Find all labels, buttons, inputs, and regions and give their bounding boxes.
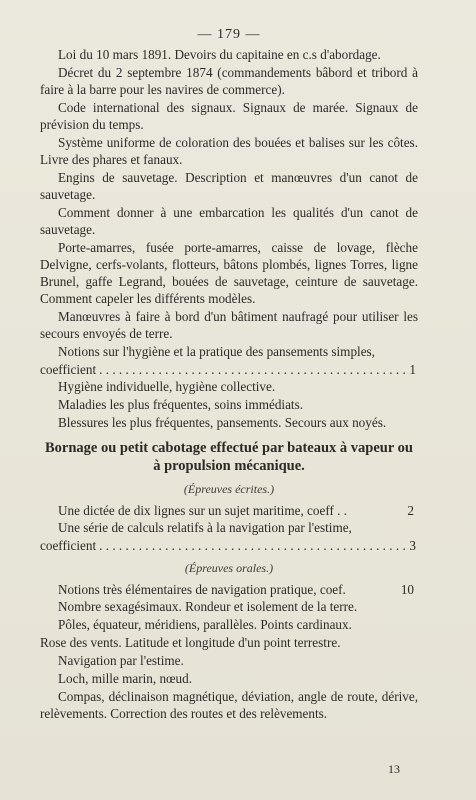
oral-exams-label: (Épreuves orales.) xyxy=(184,561,274,575)
oral-item: Pôles, équateur, méridiens, parallèles. Points cardinaux. xyxy=(58,617,352,632)
oral-item: Loch, mille marin, nœud. xyxy=(58,671,193,686)
page-number: — 179 — xyxy=(197,27,261,42)
paragraph-engins-sauvetage: Engins de sauvetage. Description et manœuvres d'un canot de sauvetage. xyxy=(40,170,418,202)
oral-item-coef: 10 xyxy=(400,582,414,597)
leader-dots xyxy=(99,361,406,378)
written-item-calculs-line2 xyxy=(40,537,418,554)
hygiene-item: Hygiène individuelle, hygiène collective. xyxy=(58,379,276,394)
hygiene-item: Blessures les plus fréquentes, pansements. Secours aux noyés. xyxy=(58,415,387,430)
hygiene-coef-word: coefficient xyxy=(40,362,97,377)
hygiene-line2 xyxy=(40,361,418,378)
paragraph-manoeuvres: Manœuvres à faire à bord d'un bâtiment naufragé pour utiliser les secours envoyés de terre. xyxy=(40,309,418,341)
written-item-coef: 3 xyxy=(409,538,416,553)
oral-item-text: Notions très élémentaires de navigation pratique, coef. xyxy=(58,582,346,597)
section-title: Bornage ou petit cabotage effectué par bateaux à vapeur ou à propulsion mécanique. xyxy=(45,440,413,474)
paragraph-systeme-bouees: Système uniforme de coloration des bouées et balises sur les côtes. Livre des phares et fanaux. xyxy=(40,135,418,167)
hygiene-item: Maladies les plus fréquentes, soins immédiats. xyxy=(58,397,304,412)
oral-item: Navigation par l'estime. xyxy=(58,653,184,668)
written-item-calculs-line1: Une série de calculs relatifs à la navigation par l'estime, xyxy=(58,520,352,535)
oral-item: Rose des vents. Latitude et longitude d'un point terrestre. xyxy=(40,635,341,650)
oral-item: Nombre sexagésimaux. Rondeur et isolement de la terre. xyxy=(58,599,358,614)
paragraph-decret: Décret du 2 septembre 1874 (commandements bâbord et tribord à faire à la barre pour les navires de commerce). xyxy=(40,65,418,97)
written-exams-label: (Épreuves écrites.) xyxy=(183,482,275,496)
oral-item: Compas, déclinaison magnétique, déviation, angle de route, dérive, relèvements. Correction des routes et des relèvements. xyxy=(40,689,418,721)
oral-item-notions xyxy=(40,581,418,598)
hygiene-heading xyxy=(40,343,418,378)
written-item-text: Une dictée de dix lignes sur un sujet maritime, coeff . . xyxy=(58,503,348,518)
hygiene-line1: Notions sur l'hygiène et la pratique des pansements simples, xyxy=(58,344,375,359)
written-coef-word: coefficient xyxy=(40,538,97,553)
paragraph-loi: Loi du 10 mars 1891. Devoirs du capitaine en c.s d'abordage. xyxy=(58,47,381,62)
written-item-coef: 2 xyxy=(407,503,414,518)
hygiene-coef-value: 1 xyxy=(409,362,416,377)
written-item-dictee xyxy=(40,502,418,519)
leader-dots xyxy=(99,537,406,554)
page-content xyxy=(40,26,418,723)
paragraph-porte-amarres: Porte-amarres, fusée porte-amarres, caisse de lovage, flèche Delvigne, cerfs-volants, flotteurs, bâtons plombés, lignes Torres, ligne Brunel, gaffe Legrand, bouées de sauvetage, ceinture de sauvetage. Comment capeler les différents modèles. xyxy=(40,240,418,306)
paragraph-code-signaux: Code international des signaux. Signaux de marée. Signaux de prévision du temps. xyxy=(40,100,418,132)
signature-mark: 13 xyxy=(388,762,400,776)
paragraph-embarcation: Comment donner à une embarcation les qualités d'un canot de sauvetage. xyxy=(40,205,418,237)
